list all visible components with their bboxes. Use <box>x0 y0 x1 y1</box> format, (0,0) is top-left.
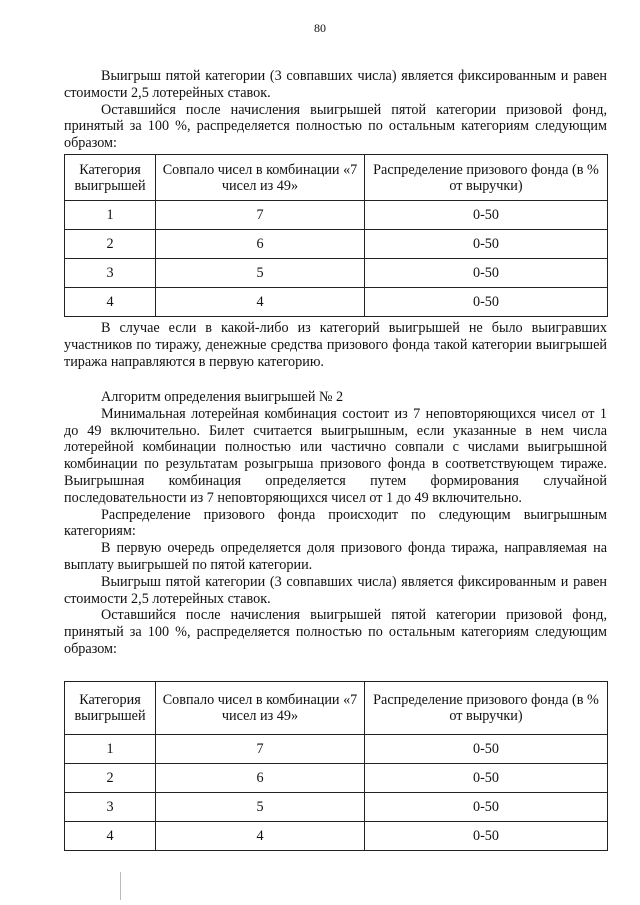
cell-category: 2 <box>65 230 156 259</box>
header-category: Категория выигрышей <box>65 155 156 201</box>
cell-category: 1 <box>65 735 156 764</box>
section-3 <box>64 389 607 658</box>
table-header-row <box>65 682 608 735</box>
cell-matched: 5 <box>156 793 365 822</box>
header-fund-distribution: Распределение призового фонда (в % от выручки) <box>365 682 608 735</box>
table-header-row <box>65 155 608 201</box>
paragraph-prize-fund-distribution-2: Оставшийся после начисления выигрышей пятой категории призовой фонд, принятый за 100 %, распределяется полностью по остальным категориям следующим образом: <box>64 607 607 657</box>
header-matched-numbers: Совпало чисел в комбинации «7 чисел из 49» <box>156 155 365 201</box>
cell-percent: 0-50 <box>365 230 608 259</box>
cell-matched: 4 <box>156 288 365 317</box>
scan-margin-mark <box>120 872 121 900</box>
cell-matched: 5 <box>156 259 365 288</box>
table-row <box>65 822 608 851</box>
table-row <box>65 259 608 288</box>
cell-category: 1 <box>65 201 156 230</box>
table-row <box>65 793 608 822</box>
cell-matched: 7 <box>156 201 365 230</box>
cell-percent: 0-50 <box>365 735 608 764</box>
cell-category: 4 <box>65 288 156 317</box>
algorithm-heading: Алгоритм определения выигрышей № 2 <box>101 389 344 405</box>
cell-percent: 0-50 <box>365 793 608 822</box>
table-row <box>65 764 608 793</box>
cell-matched: 4 <box>156 822 365 851</box>
cell-matched: 6 <box>156 764 365 793</box>
table-2-wrapper <box>64 681 607 851</box>
cell-percent: 0-50 <box>365 259 608 288</box>
table-row <box>65 230 608 259</box>
cell-percent: 0-50 <box>365 201 608 230</box>
cell-category: 3 <box>65 793 156 822</box>
header-category: Категория выигрышей <box>65 682 156 735</box>
cell-category: 4 <box>65 822 156 851</box>
cell-percent: 0-50 <box>365 288 608 317</box>
page-number: 80 <box>314 21 326 35</box>
cell-category: 2 <box>65 764 156 793</box>
table-row <box>65 201 608 230</box>
table-1-wrapper <box>64 154 607 317</box>
table-row <box>65 288 608 317</box>
prize-distribution-table-2 <box>64 681 608 851</box>
paragraph-fifth-category-fixed: Выигрыш пятой категории (3 совпавших числа) является фиксированным и равен стоимости 2,5 лотерейных ставок. <box>64 68 607 101</box>
cell-percent: 0-50 <box>365 764 608 793</box>
cell-percent: 0-50 <box>365 822 608 851</box>
cell-matched: 7 <box>156 735 365 764</box>
paragraph-fifth-category-share: В первую очередь определяется доля призового фонда тиража, направляемая на выплату выигрышей по пятой категории. <box>64 540 607 573</box>
paragraph-fifth-category-fixed-2: Выигрыш пятой категории (3 совпавших числа) является фиксированным и равен стоимости 2,5 лотерейных ставок. <box>64 573 607 607</box>
paragraph-combination-rules: Минимальная лотерейная комбинация состоит из 7 неповторяющихся чисел от 1 до 49 включительно. Билет считается выигрышным, если указанные в нем числа лотерейной комбинации полностью или частично совпали с числами выигрышной комбинации по результатам розыгрыша призового фонда в соответствующем тираже. Выигрышная комбинация определяется путем формирования случайной последовательности из 7 неповторяющихся чисел от 1 до 49 включительно. <box>64 405 607 506</box>
cell-matched: 6 <box>156 230 365 259</box>
paragraph-prize-fund-distribution: Оставшийся после начисления выигрышей пятой категории призовой фонд, принятый за 100 %, распределяется полностью по остальным категориям следующим образом: <box>64 101 607 152</box>
header-matched-numbers: Совпало чисел в комбинации «7 чисел из 49» <box>156 682 365 735</box>
paragraph-distribution-categories: Распределение призового фонда происходит по следующим выигрышным категориям: <box>64 506 607 540</box>
paragraph-unclaimed-categories: В случае если в какой-либо из категорий выигрышей не было выигравших участников по тиражу, денежные средства призового фонда такой категории выигрышей тиража направляются в первую категорию. <box>64 320 607 370</box>
header-fund-distribution: Распределение призового фонда (в % от выручки) <box>365 155 608 201</box>
cell-category: 3 <box>65 259 156 288</box>
prize-distribution-table-1 <box>64 154 608 317</box>
table-row <box>65 735 608 764</box>
section-2 <box>64 320 607 370</box>
section-1 <box>64 68 607 152</box>
